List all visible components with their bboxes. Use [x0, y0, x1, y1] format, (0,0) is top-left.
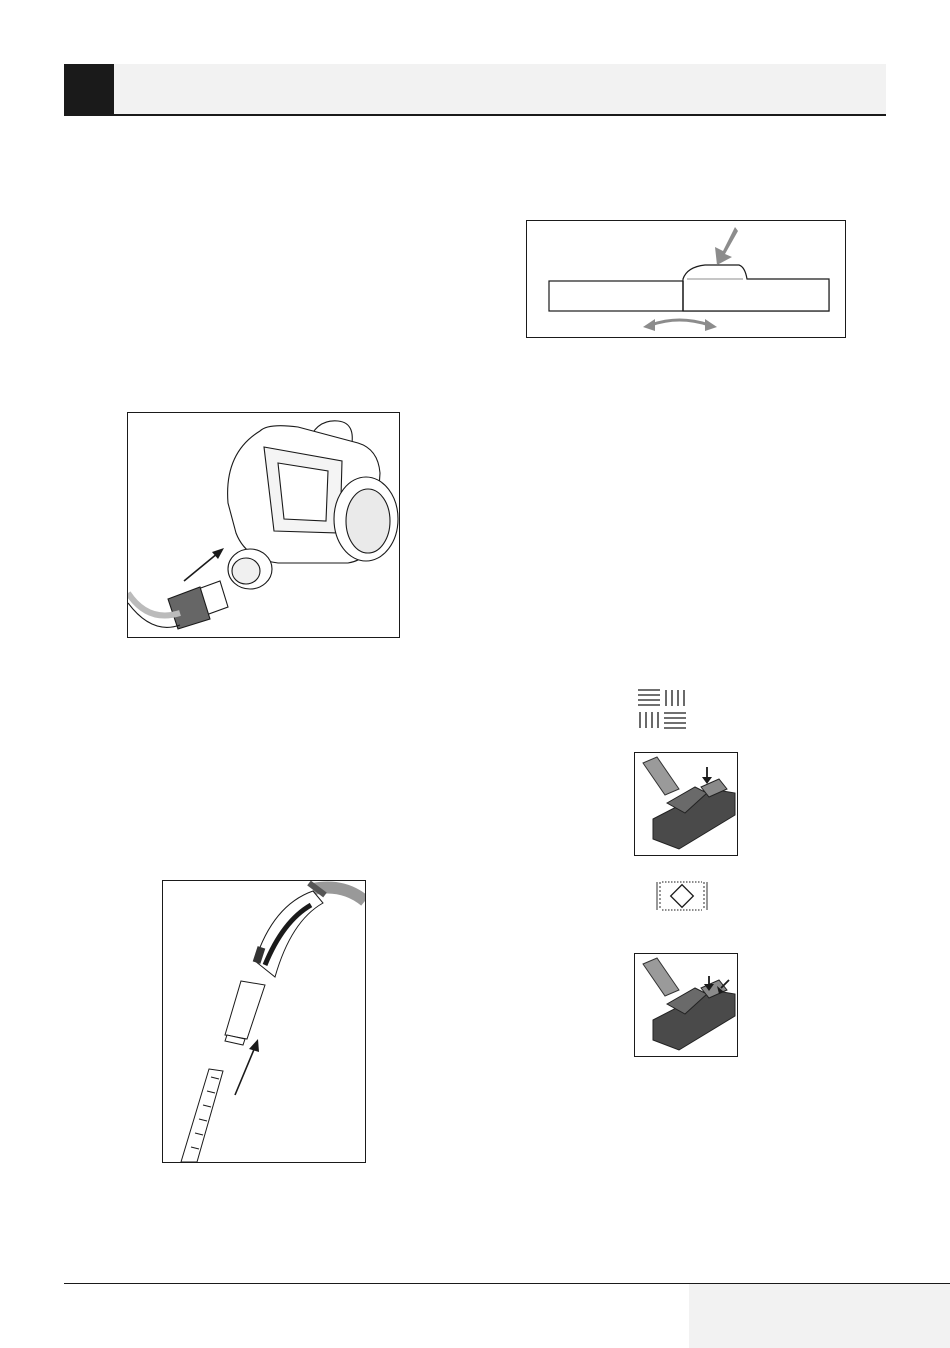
figure-handle-into-tube	[162, 880, 366, 1163]
carpet-icon	[654, 880, 710, 912]
figure-nozzle-hard-floor	[634, 752, 738, 856]
hard-floor-symbol	[636, 688, 688, 730]
figure-tube-clamp	[526, 220, 846, 338]
carpet-symbol	[654, 880, 710, 912]
handle-tube-connection-icon	[163, 881, 365, 1162]
footer-page-box	[689, 1284, 950, 1348]
floor-nozzle-icon	[635, 954, 737, 1056]
header-bar	[64, 64, 886, 114]
telescopic-tube-icon	[527, 221, 845, 337]
header-rule	[64, 114, 886, 116]
figure-hose-into-vacuum	[127, 412, 400, 638]
press-arrow-icon	[715, 227, 738, 265]
slide-right-arrow-icon	[705, 319, 717, 331]
figure-nozzle-carpet	[634, 953, 738, 1057]
section-number-block	[64, 64, 114, 114]
hard-floor-icon	[636, 688, 688, 730]
insert-arrow-icon	[249, 1039, 259, 1052]
vacuum-hose-connection-icon	[128, 413, 399, 637]
floor-nozzle-icon	[635, 753, 737, 855]
slide-left-arrow-icon	[643, 319, 655, 331]
